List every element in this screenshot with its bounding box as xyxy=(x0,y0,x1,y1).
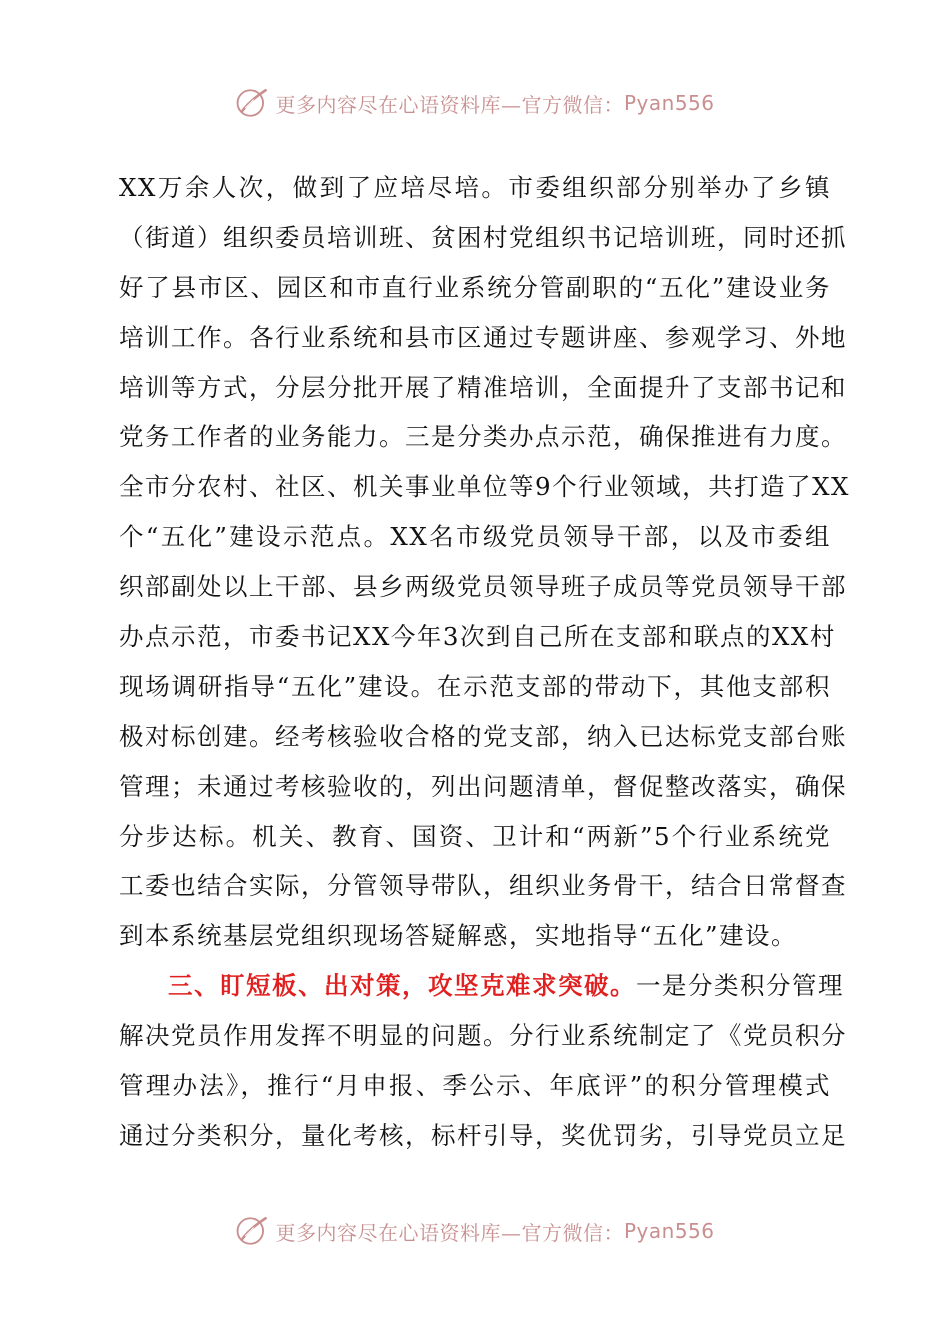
pen-writing-icon xyxy=(235,1214,269,1248)
document-body xyxy=(119,163,850,1161)
header-banner-code: Pyan556 xyxy=(623,91,715,115)
body-line: 办点示范，市委书记XX今年3次到自己所在支部和联点的XX村 xyxy=(119,622,836,652)
section-first-line xyxy=(119,961,844,1011)
section-heading: 三、盯短板、出对策，攻坚克难求突破。 xyxy=(168,971,636,1001)
footer-banner-text: 更多内容尽在心语资料库—官方微信： xyxy=(275,1220,624,1245)
header-banner xyxy=(0,83,950,123)
body-line: 党务工作者的业务能力。三是分类办点示范，确保推进有力度。 xyxy=(119,422,847,452)
footer-banner xyxy=(0,1211,950,1251)
header-banner-text: 更多内容尽在心语资料库—官方微信： xyxy=(275,92,624,117)
body-line: 分步达标。机关、教育、国资、卫计和“两新”5个行业系统党 xyxy=(119,821,831,851)
section-first-line-text: 一是分类积分管理 xyxy=(636,971,844,1001)
section-line: 解决党员作用发挥不明显的问题。分行业系统制定了《党员积分 xyxy=(119,1021,847,1051)
body-line: 个“五化”建设示范点。XX名市级党员领导干部，以及市委组 xyxy=(119,522,831,552)
body-line: 管理；未通过考核验收的，列出问题清单，督促整改落实，确保 xyxy=(119,771,847,801)
footer-banner-code: Pyan556 xyxy=(623,1219,715,1243)
body-line: 工委也结合实际，分管领导带队，组织业务骨干，结合日常督查 xyxy=(119,871,847,901)
body-line: 现场调研指导“五化”建设。在示范支部的带动下，其他支部积 xyxy=(119,671,831,701)
body-line: 极对标创建。经考核验收合格的党支部，纳入已达标党支部台账 xyxy=(119,721,847,751)
body-line: （街道）组织委员培训班、贫困村党组织书记培训班，同时还抓 xyxy=(119,222,847,252)
body-line: XX万余人次，做到了应培尽培。市委组织部分别举办了乡镇 xyxy=(119,173,831,202)
body-line: 好了县市区、园区和市直行业系统分管副职的“五化”建设业务 xyxy=(119,272,831,302)
body-line: 培训等方式，分层分批开展了精准培训，全面提升了支部书记和 xyxy=(119,372,847,402)
body-line: 织部副处以上干部、县乡两级党员领导班子成员等党员领导干部 xyxy=(119,572,847,602)
pen-writing-icon xyxy=(235,86,269,120)
body-line: 培训工作。各行业系统和县市区通过专题讲座、参观学习、外地 xyxy=(119,322,847,352)
body-line: 全市分农村、社区、机关事业单位等9个行业领域，共打造了XX xyxy=(119,472,850,502)
body-line: 到本系统基层党组织现场答疑解惑，实地指导“五化”建设。 xyxy=(119,921,798,951)
section-line: 管理办法》，推行“月申报、季公示、年底评”的积分管理模式 xyxy=(119,1071,831,1101)
section-line: 通过分类积分，量化考核，标杆引导，奖优罚劣，引导党员立足 xyxy=(119,1120,847,1150)
